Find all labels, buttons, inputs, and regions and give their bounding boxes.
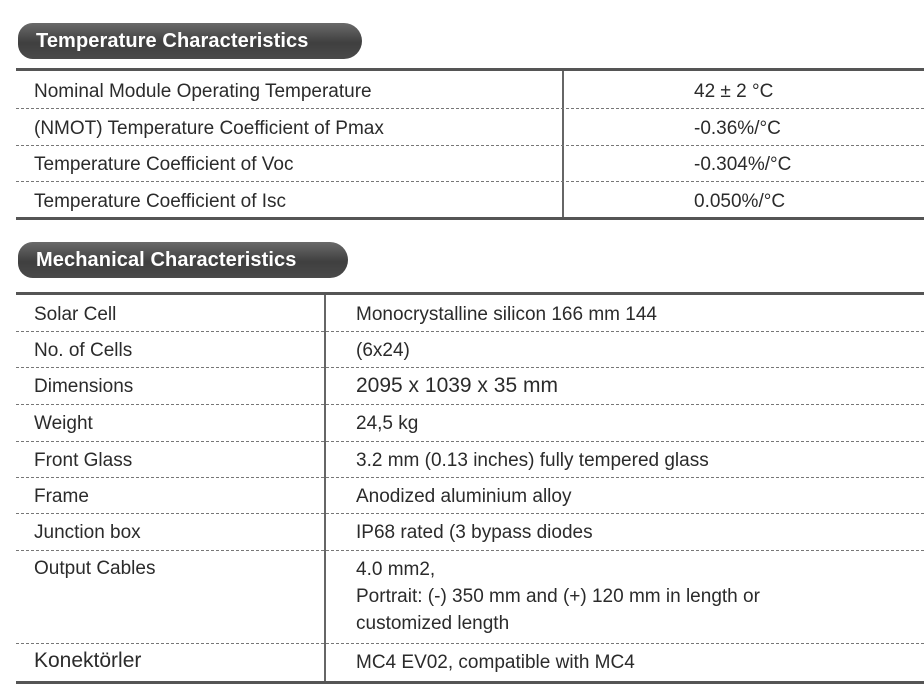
row-value: -0.304%/°C	[694, 154, 792, 175]
row-label: Frame	[34, 486, 89, 507]
table-bottom-rule	[16, 217, 924, 220]
row-value-line: 4.0 mm2,	[356, 559, 436, 580]
row-value: MC4 EV02, compatible with MC4	[356, 652, 635, 673]
row-label: Dimensions	[34, 376, 134, 397]
table-row	[16, 405, 924, 442]
table-row	[16, 182, 924, 217]
mechanical-section-title: Mechanical Characteristics	[18, 242, 348, 278]
row-label: (NMOT) Temperature Coefficient of Pmax	[34, 118, 384, 139]
row-label: Konektörler	[34, 649, 142, 672]
table-row	[16, 146, 924, 182]
row-value: 3.2 mm (0.13 inches) fully tempered glass	[356, 450, 709, 471]
temperature-table	[16, 68, 924, 220]
temperature-section-title: Temperature Characteristics	[18, 23, 362, 59]
table-row	[16, 442, 924, 478]
row-value: (6x24)	[356, 340, 410, 361]
table-row	[16, 71, 924, 109]
row-value-line: Portrait: (-) 350 mm and (+) 120 mm in length or	[356, 586, 760, 607]
row-label: Junction box	[34, 522, 141, 543]
row-value-line: customized length	[356, 613, 510, 634]
table-row	[16, 644, 924, 681]
row-label: No. of Cells	[34, 340, 133, 361]
row-value: IP68 rated (3 bypass diodes	[356, 522, 593, 543]
table-row	[16, 514, 924, 551]
table-row	[16, 368, 924, 405]
row-value: Monocrystalline silicon 166 mm 144	[356, 304, 657, 325]
table-row	[16, 295, 924, 332]
row-label: Temperature Coefficient of Isc	[34, 191, 287, 212]
row-value: -0.36%/°C	[694, 118, 781, 139]
table-row	[16, 332, 924, 368]
table-row	[16, 551, 924, 644]
row-label: Temperature Coefficient of Voc	[34, 154, 294, 175]
row-label: Solar Cell	[34, 304, 117, 325]
row-value: 0.050%/°C	[694, 191, 786, 212]
row-value: 2095 x 1039 x 35 mm	[356, 374, 558, 397]
row-value: 24,5 kg	[356, 413, 419, 434]
row-label: Front Glass	[34, 450, 133, 471]
table-row	[16, 478, 924, 514]
mechanical-table	[16, 292, 924, 684]
row-label: Nominal Module Operating Temperature	[34, 81, 372, 102]
table-bottom-rule	[16, 681, 924, 684]
row-label: Output Cables	[34, 558, 156, 579]
row-value	[356, 556, 876, 637]
table-row	[16, 109, 924, 146]
row-value: 42 ± 2 °C	[694, 81, 774, 102]
row-label: Weight	[34, 413, 93, 434]
row-value: Anodized aluminium alloy	[356, 486, 572, 507]
